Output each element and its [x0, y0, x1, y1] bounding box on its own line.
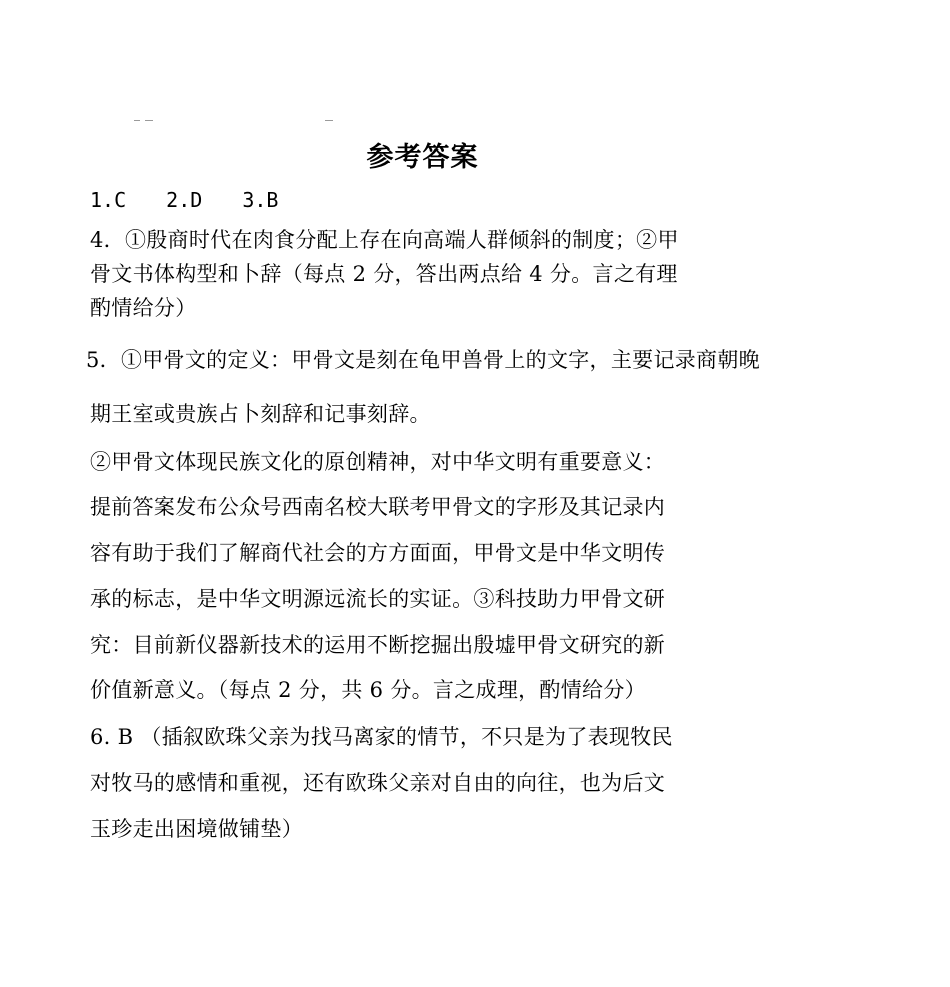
answer-6-line: 对牧马的感情和重视，还有欧珠父亲对自由的向往，也为后文	[90, 771, 666, 795]
answer-5-line: 价值新意义。（每点 2 分，共 6 分。言之成理，酌情给分）	[90, 678, 646, 702]
answer-4-line: 4．①殷商时代在肉食分配上存在向高端人群倾斜的制度；②甲	[90, 228, 679, 252]
answer-5-line: ②甲骨文体现民族文化的原创精神，对中华文明有重要意义：	[90, 450, 666, 474]
answer-5-line: 容有助于我们了解商代社会的方方面面，甲骨文是中华文明传	[90, 541, 666, 565]
answer-3: 3.B	[242, 188, 279, 212]
answer-5-line: 5．①甲骨文的定义：甲骨文是刻在龟甲兽骨上的文字，主要记录商朝晚	[86, 348, 760, 372]
answer-5-line: 期王室或贵族占卜刻辞和记事刻辞。	[90, 402, 431, 426]
answer-5-line: 承的标志，是中华文明源远流长的实证。③科技助力甲骨文研	[90, 587, 666, 611]
scan-artifact	[145, 120, 153, 121]
answer-6-line: 玉珍走出困境做铺垫）	[90, 817, 303, 841]
answer-6-line: 6. B （插叙欧珠父亲为找马离家的情节，不只是为了表现牧民	[90, 725, 673, 749]
answer-5-line: 究：目前新仪器新技术的运用不断挖掘出殷墟甲骨文研究的新	[90, 633, 666, 657]
page-title: 参考答案	[366, 142, 479, 173]
answer-4-line: 酌情给分）	[90, 296, 197, 320]
answer-5-line: 提前答案发布公众号西南名校大联考甲骨文的字形及其记录内	[90, 495, 666, 519]
answer-1: 1.C	[90, 188, 127, 212]
multiple-choice-answers	[90, 188, 306, 212]
scan-artifact	[325, 120, 333, 121]
answer-2: 2.D	[166, 188, 203, 212]
answer-4-line: 骨文书体构型和卜辞（每点 2 分，答出两点给 4 分。言之有理	[90, 262, 678, 286]
scan-artifact	[134, 120, 140, 121]
